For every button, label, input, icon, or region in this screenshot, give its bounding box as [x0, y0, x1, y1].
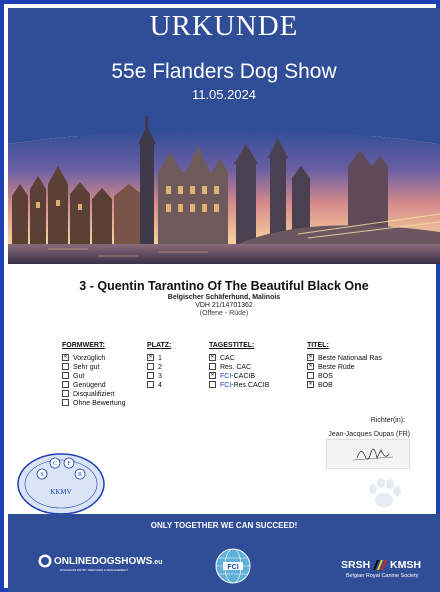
seal-text: KKMV: [50, 488, 72, 496]
tagestitel-option: [209, 381, 269, 390]
option-label: BOS: [318, 373, 333, 380]
ghent-skyline-image: [8, 104, 440, 264]
option-label: Gut: [73, 373, 85, 380]
option-label: Ohne Bewertung: [73, 400, 126, 407]
titel-option: [307, 372, 382, 381]
kkmv-seal-icon: [16, 452, 106, 516]
seal-letter: R: [77, 472, 83, 478]
formwert-option: [62, 381, 126, 390]
titel-option: [307, 354, 382, 363]
registration-number: VDH 21/14701362: [195, 302, 253, 309]
footer-slogan: ONLY TOGETHER WE CAN SUCCEED!: [150, 521, 298, 530]
formwert-option: [62, 354, 126, 363]
option-label: Genügend: [73, 382, 106, 389]
option-label: -Res.CACIB: [231, 382, 270, 389]
seal-letter: C: [52, 461, 58, 467]
titel-section: [307, 342, 382, 390]
club-seal: [16, 452, 106, 521]
titel-heading: TITEL:: [307, 342, 329, 349]
footer-banner: [8, 514, 440, 592]
dog-name: 3 - Quentin Tarantino Of The Beautiful Black One: [79, 279, 369, 293]
checkbox-checked-icon: [307, 354, 314, 361]
checkbox-checked-icon: [147, 354, 154, 361]
onlinedogshows-name: [54, 556, 162, 567]
checkbox-checked-icon: [209, 372, 216, 379]
option-label: 4: [158, 382, 162, 389]
option-label: CAC: [220, 355, 235, 362]
tagestitel-section: [209, 342, 269, 390]
srsh-subtitle: Belgian Royal Canine Society: [346, 573, 419, 579]
fci-globe-icon: [214, 547, 252, 587]
certificate-body: [8, 264, 440, 514]
tagestitel-option: [209, 363, 269, 372]
option-label: Vorzüglich: [73, 355, 106, 362]
signature-scribble-icon: [327, 440, 409, 468]
titel-option: [307, 381, 382, 390]
option-label: Beste Nationaal Ras: [318, 355, 382, 362]
onlinedogshows-badge-icon: [38, 554, 52, 568]
srsh-text: SRSH: [341, 559, 371, 571]
formwert-option: [62, 399, 126, 408]
onlinedogshows-tagline: DOGSHOW ENTRY SERVICES & MANAGEMENT: [60, 568, 129, 572]
checkbox-empty-icon: [62, 390, 69, 397]
show-class: (Offene - Rüde): [199, 310, 249, 317]
checkbox-empty-icon: [209, 381, 216, 388]
checkbox-empty-icon: [147, 381, 154, 388]
option-label: -CACIB: [231, 373, 256, 380]
show-name: 55e Flanders Dog Show: [111, 60, 337, 83]
formwert-option: [62, 363, 126, 372]
seal-letter: F: [67, 461, 71, 467]
checkbox-empty-icon: [62, 363, 69, 370]
platz-option: [147, 354, 171, 363]
judge-signature: [326, 439, 410, 469]
judge-label: Richter(in):: [370, 417, 405, 424]
option-label: 3: [158, 373, 162, 380]
checkbox-empty-icon: [147, 372, 154, 379]
checkbox-empty-icon: [62, 381, 69, 388]
tagestitel-option: [209, 372, 269, 381]
fci-prefix: FCI: [220, 373, 232, 380]
judge-name: Jean-Jacques Dupas (FR): [328, 431, 410, 438]
checkbox-checked-icon: [307, 363, 314, 370]
checkbox-empty-icon: [62, 372, 69, 379]
formwert-option: [62, 372, 126, 381]
formwert-heading: FORMWERT:: [62, 342, 105, 349]
titel-option: [307, 363, 382, 372]
srsh-kmsh-logo: [341, 559, 421, 571]
option-label: BOB: [318, 382, 333, 389]
option-label: Res. CAC: [220, 364, 252, 371]
checkbox-empty-icon: [62, 399, 69, 406]
belgian-flag-icon: [373, 560, 387, 570]
option-label: 2: [158, 364, 162, 371]
option-label: Beste Rüde: [318, 364, 355, 371]
tagestitel-heading: TAGESTITEL:: [209, 342, 255, 349]
option-label: Disqualifiziert: [73, 391, 115, 398]
platz-option: [147, 372, 171, 381]
fci-logo-text: FCI: [227, 564, 239, 571]
kmsh-text: KMSH: [390, 559, 421, 571]
checkbox-empty-icon: [209, 363, 216, 370]
certificate-title: URKUNDE: [149, 10, 299, 42]
platz-option: [147, 363, 171, 372]
paw-watermark-icon: [364, 476, 404, 512]
platz-heading: PLATZ:: [147, 342, 172, 349]
platz-option: [147, 381, 171, 390]
checkbox-checked-icon: [209, 354, 216, 361]
onlinedogshows-main: ONLINEDOGSHOWS: [54, 556, 153, 567]
checkbox-empty-icon: [307, 372, 314, 379]
seal-letter: S: [40, 472, 44, 478]
onlinedogshows-tld: .eu: [152, 559, 163, 566]
fci-logo: [214, 547, 252, 592]
checkbox-checked-icon: [62, 354, 69, 361]
show-date: 11.05.2024: [191, 87, 257, 102]
fci-prefix: FCI: [220, 382, 232, 389]
option-label: Sehr gut: [73, 364, 100, 371]
formwert-option: [62, 390, 126, 399]
platz-section: [147, 342, 171, 390]
dog-breed: Belgischer Schäferhund, Malinois: [167, 294, 281, 301]
tagestitel-option: [209, 354, 269, 363]
formwert-section: [62, 342, 126, 408]
checkbox-empty-icon: [147, 363, 154, 370]
option-label: 1: [158, 355, 162, 362]
city-photo: [8, 104, 440, 264]
checkbox-checked-icon: [307, 381, 314, 388]
